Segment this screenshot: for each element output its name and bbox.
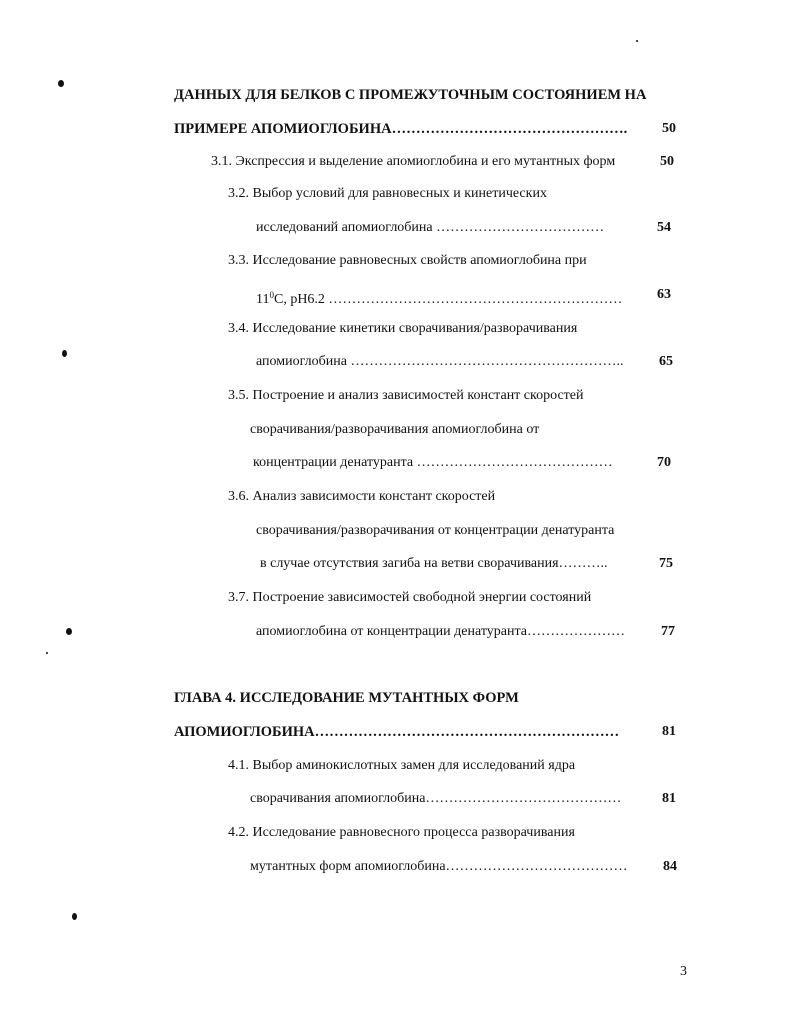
- toc-entry-3-2-line2: исследований апомиоглобина ………………………………: [256, 220, 605, 235]
- page-number: 3: [680, 964, 687, 979]
- toc-entry-4-2-page: 84: [663, 859, 677, 874]
- section-heading-line2: ПРИМЕРЕ АПОМИОГЛОБИНА………………………………………….: [174, 121, 628, 137]
- chapter-4-page: 81: [662, 724, 676, 739]
- scan-speck: [62, 350, 67, 357]
- section-heading-page: 50: [662, 121, 676, 136]
- toc-entry-3-4-line2: апомиоглобина …………………………………………………..: [256, 354, 624, 369]
- toc-entry-3-2-line1: 3.2. Выбор условий для равновесных и кинетических: [228, 186, 547, 201]
- toc-entry-3-5-line3: концентрации денатуранта ……………………………………: [253, 455, 613, 470]
- toc-entry-3-6-line3: в случае отсутствия загиба на ветви сворачивания………..: [260, 556, 608, 571]
- toc-entry-4-1-page: 81: [662, 791, 676, 806]
- scan-speck: [72, 913, 77, 920]
- chapter-4-heading-line2: АПОМИОГЛОБИНА………………………………………………………: [174, 724, 620, 740]
- toc-entry-3-6-page: 75: [659, 556, 673, 571]
- toc-entry-3-5-line1: 3.5. Построение и анализ зависимостей констант скоростей: [228, 388, 584, 403]
- toc-entry-3-4-line1: 3.4. Исследование кинетики сворачивания/разворачивания: [228, 321, 578, 336]
- scan-speck: [66, 628, 72, 635]
- toc-entry-3-4-page: 65: [659, 354, 673, 369]
- toc-entry-3-7-page: 77: [661, 624, 675, 639]
- chapter-4-heading-line1: ГЛАВА 4. ИССЛЕДОВАНИЕ МУТАНТНЫХ ФОРМ: [174, 690, 519, 706]
- toc-entry-4-2-line1: 4.2. Исследование равновесного процесса разворачивания: [228, 825, 575, 840]
- toc-entry-3-7-line1: 3.7. Построение зависимостей свободной энергии состояний: [228, 590, 592, 605]
- toc-entry-3-1-page: 50: [660, 154, 674, 169]
- section-heading-line1: ДАННЫХ ДЛЯ БЕЛКОВ С ПРОМЕЖУТОЧНЫМ СОСТОЯНИЕМ НА: [174, 87, 647, 103]
- toc-entry-3-6-line1: 3.6. Анализ зависимости констант скоростей: [228, 489, 496, 504]
- toc-entry-3-5-line2: сворачивания/разворачивания апомиоглобина от: [250, 422, 540, 437]
- toc-entry-3-3-page: 63: [657, 287, 671, 302]
- toc-entry-3-3-line2: $11^0С$, pH6.2 ………………………………………………………: [256, 290, 623, 307]
- toc-entry-4-1-line2: сворачивания апомиоглобина……………………………………: [250, 791, 622, 806]
- toc-entry-3-2-page: 54: [657, 220, 671, 235]
- toc-entry-3-5-page: 70: [657, 455, 671, 470]
- scan-speck: [636, 40, 638, 42]
- toc-entry-4-2-line2: мутантных форм апомиоглобина…………………………………: [250, 859, 628, 874]
- toc-entry-4-1-line1: 4.1. Выбор аминокислотных замен для исследований ядра: [228, 758, 576, 773]
- toc-entry-3-6-line2: сворачивания/разворачивания от концентрации денатуранта: [256, 523, 615, 538]
- toc-entry-3-7-line2: апомиоглобина от концентрации денатуранта…………………: [256, 624, 625, 639]
- scan-speck: [46, 652, 48, 654]
- toc-entry-3-3-line1: 3.3. Исследование равновесных свойств апомиоглобина при: [228, 253, 587, 268]
- scan-speck: [58, 80, 64, 87]
- toc-entry-3-1: 3.1. Экспрессия и выделение апомиоглобина и его мутантных форм: [211, 154, 616, 169]
